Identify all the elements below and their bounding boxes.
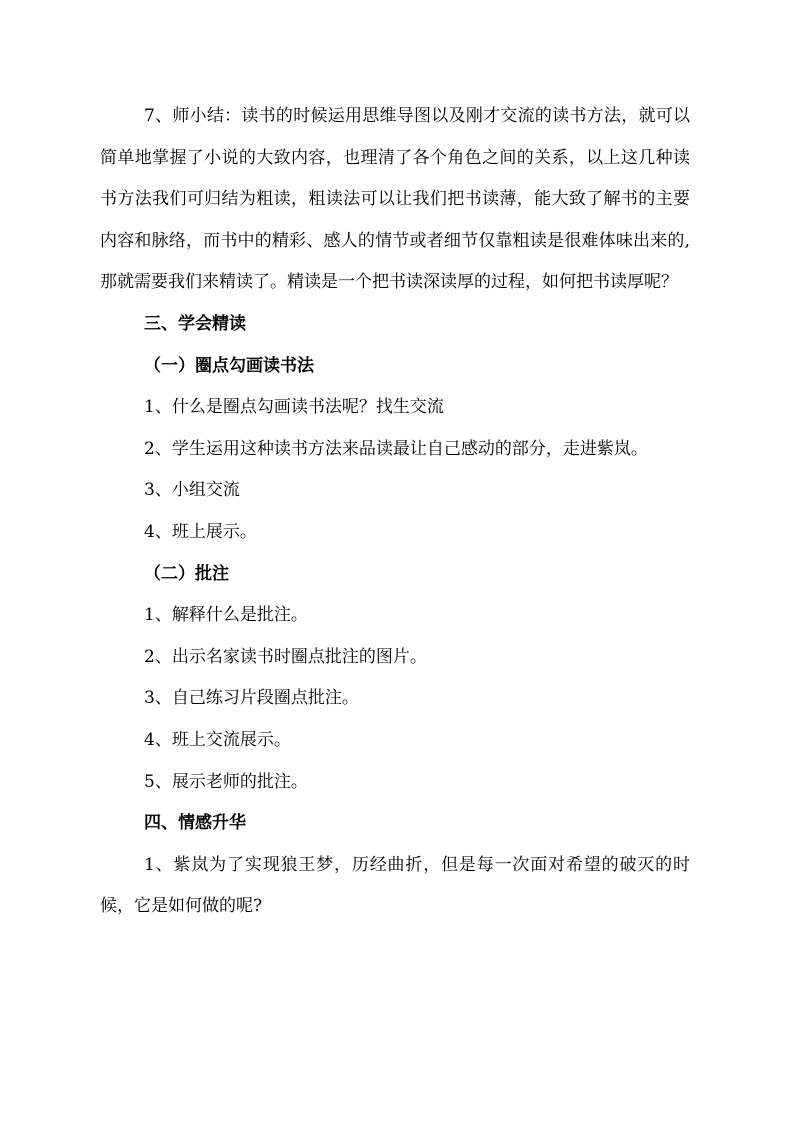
list-item-3: 3、小组交流 [144, 480, 240, 501]
document-body [100, 96, 690, 928]
list-item-1: 1、什么是圈点勾画读书法呢？找生交流 [144, 397, 444, 418]
list-item-4: 4、班上展示。 [144, 521, 257, 542]
list-item-1: 1、解释什么是批注。 [144, 605, 308, 626]
section-heading-intensive-reading: 三、学会精读 [144, 313, 246, 334]
section-heading-emotional-sublimation: 四、情感升华 [144, 813, 246, 834]
list-item-1: 1、紫岚为了实现狼王梦，历经曲折，但是每一次面对希望的破灭的时候，它是如何做的呢? [100, 854, 690, 917]
list-item-5: 5、展示老师的批注。 [144, 771, 308, 792]
list-item-2: 2、学生运用这种读书方法来品读最让自己感动的部分，走进紫岚。 [144, 438, 648, 459]
subsection-heading-annotation-method: （一）圈点勾画读书法 [144, 355, 314, 376]
subsection-heading-commentary: （二）批注 [144, 563, 229, 584]
list-item-3: 3、自己练习片段圈点批注。 [144, 688, 359, 709]
list-item-2: 2、出示名家读书时圈点批注的图片。 [144, 646, 427, 667]
paragraph-teacher-summary: 7、师小结：读书的时候运用思维导图以及刚才交流的读书方法，就可以简单地掌握了小说的大致内容，也理清了各个角色之间的关系，以上这几种读书方法我们可归结为粗读，粗读法可以让我们把书读薄，能大致了解书的主要内容和脉络，而书中的精彩、感人的情节或者细节仅靠粗读是很难体味出来的, 那就需要我们来精读了。精读是一个把书读深读厚的过程，如何把书读厚呢？ [100, 106, 690, 293]
list-item-4: 4、班上交流展示。 [144, 729, 291, 750]
